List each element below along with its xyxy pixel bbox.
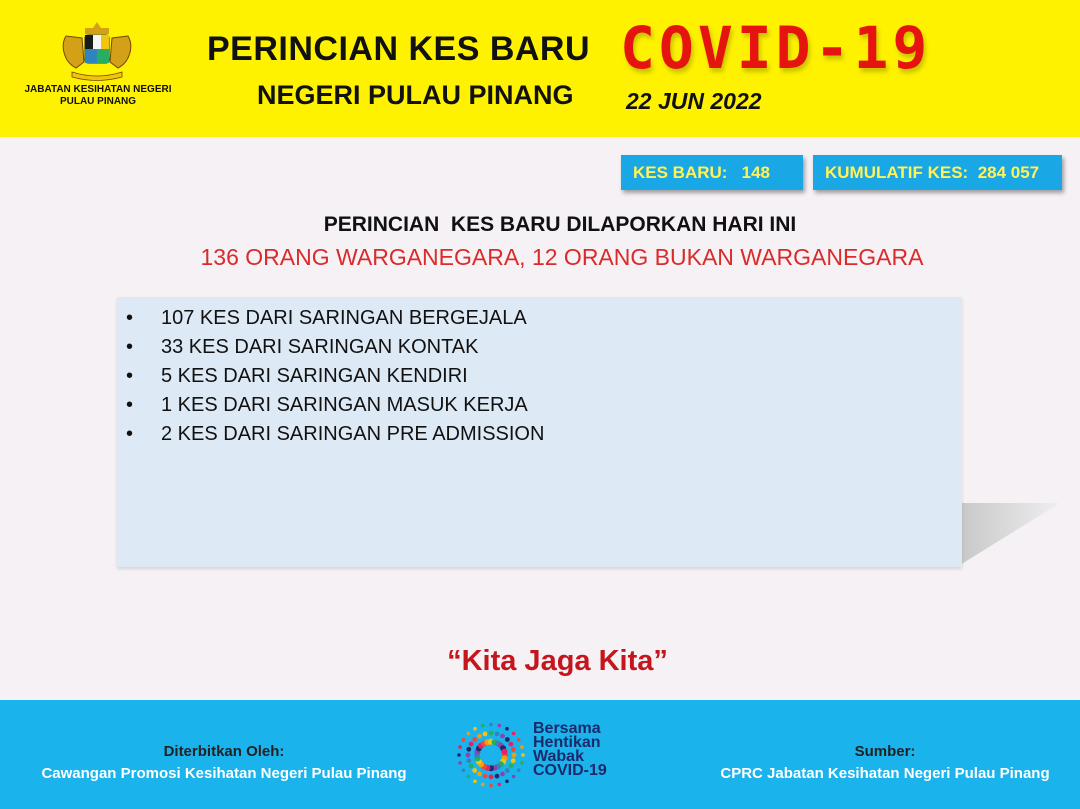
- bullet-icon: •: [126, 336, 134, 358]
- covid-title: COVID-19: [620, 14, 932, 82]
- list-item-text: 2 KES DARI SARINGAN PRE ADMISSION: [161, 423, 545, 445]
- report-date: 22 JUN 2022: [626, 88, 762, 114]
- case-breakdown-box: [117, 297, 962, 567]
- source-label: Sumber:: [854, 743, 916, 760]
- logo-line-4: COVID-19: [533, 762, 607, 779]
- cumulative-cases-badge: [813, 155, 1062, 190]
- department-line-1: JABATAN KESIHATAN NEGERI: [24, 84, 172, 95]
- list-item-text: 33 KES DARI SARINGAN KONTAK: [161, 336, 479, 358]
- bullet-icon: •: [126, 365, 134, 387]
- malaysia-coat-of-arms-icon: [58, 22, 136, 84]
- box-shadow-decoration: [960, 503, 1060, 565]
- footer-banner: [0, 700, 1080, 809]
- list-item: [117, 304, 962, 333]
- logo-line-1: Bersama: [533, 720, 601, 737]
- details-summary: 136 ORANG WARGANEGARA, 12 ORANG BUKAN WARGANEGARA: [200, 244, 924, 270]
- source-name: CPRC Jabatan Kesihatan Negeri Pulau Pinang: [720, 765, 1050, 782]
- slogan: “Kita Jaga Kita”: [447, 645, 668, 677]
- department-name: [10, 84, 186, 108]
- list-item-text: 107 KES DARI SARINGAN BERGEJALA: [161, 307, 527, 329]
- logo-line-2: Hentikan: [533, 734, 601, 751]
- new-cases-label: KES BARU:: [633, 163, 728, 182]
- source-info: [690, 741, 1080, 785]
- publisher-info: [0, 741, 448, 785]
- logo-text: [533, 722, 607, 778]
- list-item: [117, 333, 962, 362]
- logo-line-3: Wabak: [533, 748, 584, 765]
- publisher-name: Cawangan Promosi Kesihatan Negeri Pulau Pinang: [41, 765, 407, 782]
- department-line-2: PULAU PINANG: [59, 96, 137, 107]
- case-breakdown-list: [117, 297, 962, 449]
- cumulative-cases-label: KUMULATIF KES:: [825, 163, 969, 182]
- publisher-label: Diterbitkan Oleh:: [163, 743, 285, 760]
- bersama-hentikan-wabak-logo: [452, 718, 632, 792]
- list-item: [117, 420, 962, 449]
- list-item-text: 5 KES DARI SARINGAN KENDIRI: [161, 365, 468, 387]
- details-heading: PERINCIAN KES BARU DILAPORKAN HARI INI: [323, 213, 797, 236]
- new-cases-value: 148: [741, 163, 770, 182]
- bullet-icon: •: [126, 423, 134, 445]
- page-subtitle: NEGERI PULAU PINANG: [257, 80, 574, 110]
- new-cases-badge: [621, 155, 803, 190]
- page-title: PERINCIAN KES BARU: [207, 30, 591, 68]
- bersama-hentikan-wabak-logo-icon: [452, 718, 530, 792]
- header-banner: [0, 0, 1080, 137]
- cumulative-cases-value: 284 057: [977, 163, 1040, 182]
- list-item: [117, 362, 962, 391]
- list-item: [117, 391, 962, 420]
- list-item-text: 1 KES DARI SARINGAN MASUK KERJA: [161, 394, 528, 416]
- bullet-icon: •: [126, 307, 134, 329]
- bullet-icon: •: [126, 394, 134, 416]
